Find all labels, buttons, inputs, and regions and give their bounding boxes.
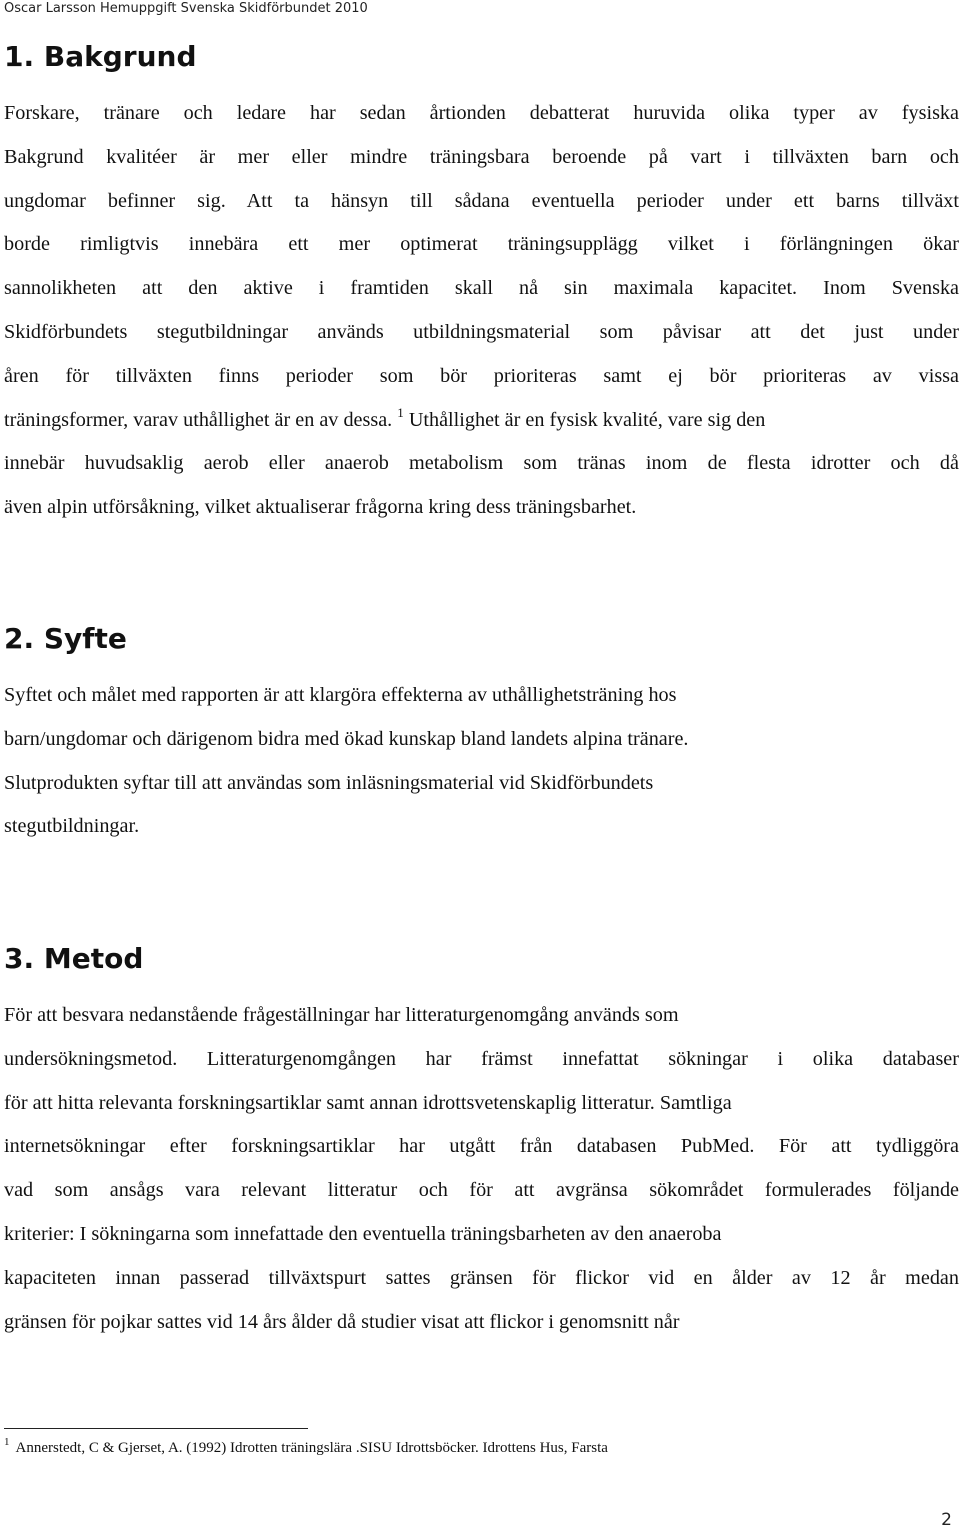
text-line: innebär huvudsaklig aerob eller anaerob metabolism som tränas inom de flesta idrotter och då bbox=[4, 452, 959, 475]
footnote bbox=[4, 1436, 608, 1457]
text-line: kriterier: I sökningarna som innefattade den eventuella träningsbarheten av den anaeroba bbox=[4, 1222, 722, 1245]
text-line: vad som ansågs vara relevant litteratur och för att avgränsa sökområdet formulerades följande bbox=[4, 1179, 959, 1202]
text-line: sannolikheten att den aktive i framtiden skall nå sin maximala kapacitet. Inom Svenska bbox=[4, 277, 959, 300]
section-body-bakgrund bbox=[4, 92, 959, 530]
text-line-with-footnote bbox=[4, 399, 959, 443]
text-line: för att hitta relevanta forskningsartiklar samt annan idrottsvetenskaplig litteratur. Samtliga bbox=[4, 1091, 732, 1114]
text-line: borde rimligtvis innebära ett mer optimerat träningsupplägg vilket i förlängningen ökar bbox=[4, 233, 959, 256]
footnote-number: 1 bbox=[4, 1436, 10, 1448]
text-line: stegutbildningar. bbox=[4, 815, 140, 838]
text-line: Skidförbundets stegutbildningar används utbildningsmaterial som påvisar att det just under bbox=[4, 320, 959, 343]
section-heading-syfte: 2. Syfte bbox=[4, 622, 127, 655]
text-line: ungdomar befinner sig. Att ta hänsyn till sådana eventuella perioder under ett barns tillväxt bbox=[4, 189, 959, 212]
text-line: gränsen för pojkar sattes vid 14 års ålder då studier visat att flickor i genomsnitt når bbox=[4, 1310, 680, 1333]
footnote-separator bbox=[4, 1428, 308, 1429]
text-line: Syftet och målet med rapporten är att klargöra effekterna av uthållighetsträning hos bbox=[4, 684, 677, 706]
section-heading-bakgrund: 1. Bakgrund bbox=[4, 40, 197, 73]
text-line: Bakgrund kvalitéer är mer eller mindre träningsbara beroende på vart i tillväxten barn och bbox=[4, 145, 959, 168]
text-line: kapaciteten innan passerad tillväxtspurt sattes gränsen för flickor vid en ålder av 12 år medan bbox=[4, 1266, 959, 1289]
section-body-metod bbox=[4, 994, 959, 1344]
text-line: Slutprodukten syftar till att användas som inläsningsmaterial vid Skidförbundets bbox=[4, 771, 654, 794]
section-body-syfte bbox=[4, 674, 959, 849]
text-line: åren för tillväxten finns perioder som bör prioriteras samt ej bör prioriteras av vissa bbox=[4, 364, 959, 387]
text-line: även alpin utförsåkning, vilket aktualiserar frågorna kring dess träningsbarhet. bbox=[4, 496, 637, 519]
footnote-text: Annerstedt, C & Gjerset, A. (1992) Idrotten träningslära .SISU Idrottsböcker. Idrottens Hus, Farsta bbox=[15, 1440, 608, 1456]
text-line: barn/ungdomar och därigenom bidra med ökad kunskap bland landets alpina tränare. bbox=[4, 727, 689, 750]
page-header: Oscar Larsson Hemuppgift Svenska Skidförbundet 2010 bbox=[4, 1, 368, 16]
text-fragment: Uthållighet är en fysisk kvalité, vare sig den bbox=[408, 408, 766, 431]
section-heading-metod: 3. Metod bbox=[4, 942, 144, 975]
text-fragment: träningsformer, varav uthållighet är en av dessa. bbox=[4, 408, 393, 431]
footnote-reference[interactable]: 1 bbox=[397, 404, 404, 420]
text-line: För att besvara nedanstående frågeställningar har litteraturgenomgång används som bbox=[4, 1004, 679, 1026]
text-line: Forskare, tränare och ledare har sedan årtionden debatterat huruvida olika typer av fysiska bbox=[4, 102, 959, 124]
page-number: 2 bbox=[941, 1510, 952, 1530]
text-line: internetsökningar efter forskningsartiklar har utgått från databasen PubMed. För att tydliggöra bbox=[4, 1135, 959, 1158]
text-line: undersökningsmetod. Litteraturgenomgången har främst innefattat sökningar i olika databaser bbox=[4, 1047, 959, 1070]
